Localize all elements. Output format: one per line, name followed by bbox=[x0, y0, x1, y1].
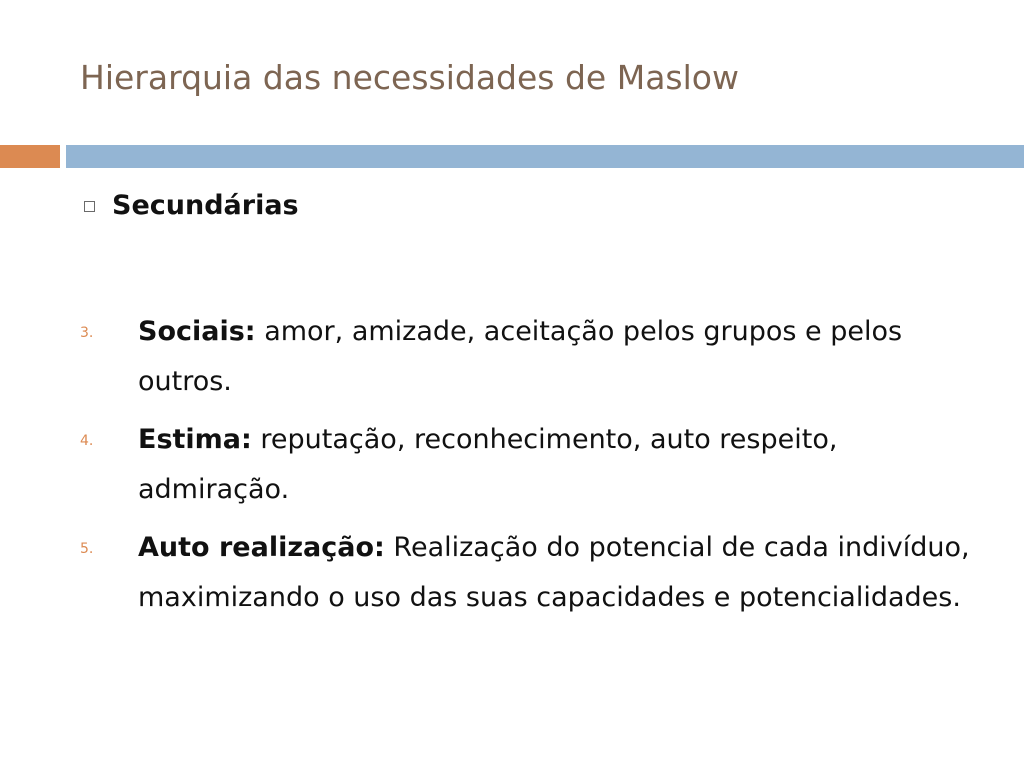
item-number: 5. bbox=[80, 541, 94, 557]
item-text bbox=[138, 523, 978, 623]
list-item bbox=[80, 307, 980, 407]
square-bullet-icon bbox=[84, 201, 95, 212]
item-label: Sociais: bbox=[138, 316, 256, 347]
item-number: 4. bbox=[80, 433, 94, 449]
item-label: Estima: bbox=[138, 424, 252, 455]
item-text bbox=[138, 307, 978, 407]
item-label: Auto realização: bbox=[138, 532, 385, 563]
item-text bbox=[138, 415, 978, 515]
title-accent-bar-orange bbox=[0, 145, 60, 168]
item-description: Realização do potencial de cada indivíduo, maximizando o uso das suas capacidades e potencialidades. bbox=[138, 532, 970, 613]
item-number: 3. bbox=[80, 325, 94, 341]
list-item bbox=[80, 523, 980, 623]
title-accent-bar-blue bbox=[66, 145, 1024, 168]
section-heading bbox=[84, 190, 299, 221]
needs-list bbox=[80, 307, 980, 631]
slide-title: Hierarquia das necessidades de Maslow bbox=[80, 58, 739, 97]
item-description: amor, amizade, aceitação pelos grupos e pelos outros. bbox=[138, 316, 903, 397]
list-item bbox=[80, 415, 980, 515]
section-heading-text: Secundárias bbox=[112, 190, 299, 221]
item-description: reputação, reconhecimento, auto respeito, admiração. bbox=[138, 424, 838, 505]
